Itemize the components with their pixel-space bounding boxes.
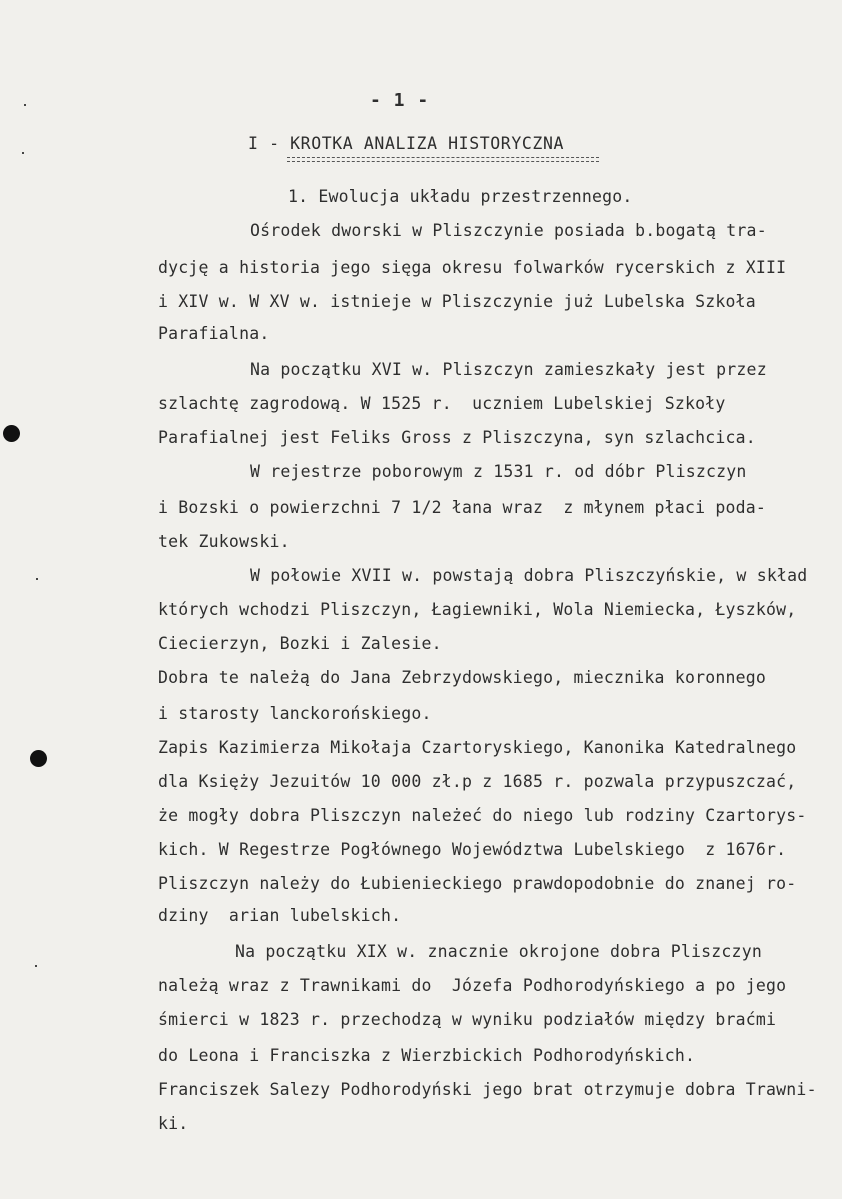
paragraph-line: do Leona i Franciszka z Wierzbickich Podhorodyńskich. [158, 1046, 696, 1065]
section-title: I - KROTKA ANALIZA HISTORYCZNA [248, 134, 565, 153]
paragraph-line: Dobra te należą do Jana Zebrzydowskiego, miecznika koronnego [158, 668, 767, 687]
paragraph-line: dziny arian lubelskich. [158, 906, 402, 925]
paragraph-line: Parafialna. [158, 324, 270, 343]
paragraph-line: należą wraz z Trawnikami do Józefa Podhorodyńskiego a po jego [158, 976, 787, 995]
paragraph-line: kich. W Regestrze Pogłównego Województwa Lubelskiego z 1676r. [158, 840, 787, 859]
paragraph-line: tek Zukowski. [158, 532, 290, 551]
subsection-title: 1. Ewolucja układu przestrzennego. [288, 187, 633, 206]
paragraph-line: śmierci w 1823 r. przechodzą w wyniku podziałów między braćmi [158, 1010, 777, 1029]
paragraph-line: Zapis Kazimierza Mikołaja Czartoryskiego, Kanonika Katedralnego [158, 738, 797, 757]
paragraph-line: Ciecierzyn, Bozki i Zalesie. [158, 634, 442, 653]
title-underline [287, 157, 599, 162]
paragraph-line: szlachtę zagrodową. W 1525 r. uczniem Lubelskiej Szkoły [158, 394, 726, 413]
paragraph-line: Ośrodek dworski w Pliszczynie posiada b.bogatą tra- [250, 221, 767, 240]
paragraph-line: W połowie XVII w. powstają dobra Pliszczyńskie, w skład [250, 566, 808, 585]
paragraph-line: których wchodzi Pliszczyn, Łagiewniki, Wola Niemiecka, Łyszków, [158, 600, 797, 619]
paragraph-line: W rejestrze poborowym z 1531 r. od dóbr Pliszczyn [250, 462, 747, 481]
margin-mark [36, 578, 38, 580]
paragraph-line: i XIV w. W XV w. istnieje w Pliszczynie już Lubelska Szkoła [158, 292, 756, 311]
paragraph-line: i Bozski o powierzchni 7 1/2 łana wraz z młynem płaci poda- [158, 498, 767, 517]
punch-hole-bottom [30, 750, 47, 767]
paragraph-line: że mogły dobra Pliszczyn należeć do niego lub rodziny Czartorys- [158, 806, 807, 825]
paragraph-line: Na początku XVI w. Pliszczyn zamieszkały jest przez [250, 360, 767, 379]
margin-mark [22, 152, 24, 154]
paragraph-line: dla Księży Jezuitów 10 000 zł.p z 1685 r. pozwala przypuszczać, [158, 772, 797, 791]
paragraph-line: i starosty lanckorońskiego. [158, 704, 432, 723]
paragraph-line: Pliszczyn należy do Łubienieckiego prawdopodobnie do znanej ro- [158, 874, 797, 893]
paragraph-line: Parafialnej jest Feliks Gross z Pliszczyna, syn szlachcica. [158, 428, 756, 447]
page-number: - 1 - [370, 90, 430, 111]
paragraph-line: dycję a historia jego sięga okresu folwarków rycerskich z XIII [158, 258, 787, 277]
margin-mark [24, 104, 26, 106]
punch-hole-top [3, 425, 20, 442]
paragraph-line: Na początku XIX w. znacznie okrojone dobra Pliszczyn [235, 942, 762, 961]
paragraph-line: ki. [158, 1114, 189, 1133]
paragraph-line: Franciszek Salezy Podhorodyński jego brat otrzymuje dobra Trawni- [158, 1080, 817, 1099]
margin-mark [35, 965, 37, 967]
